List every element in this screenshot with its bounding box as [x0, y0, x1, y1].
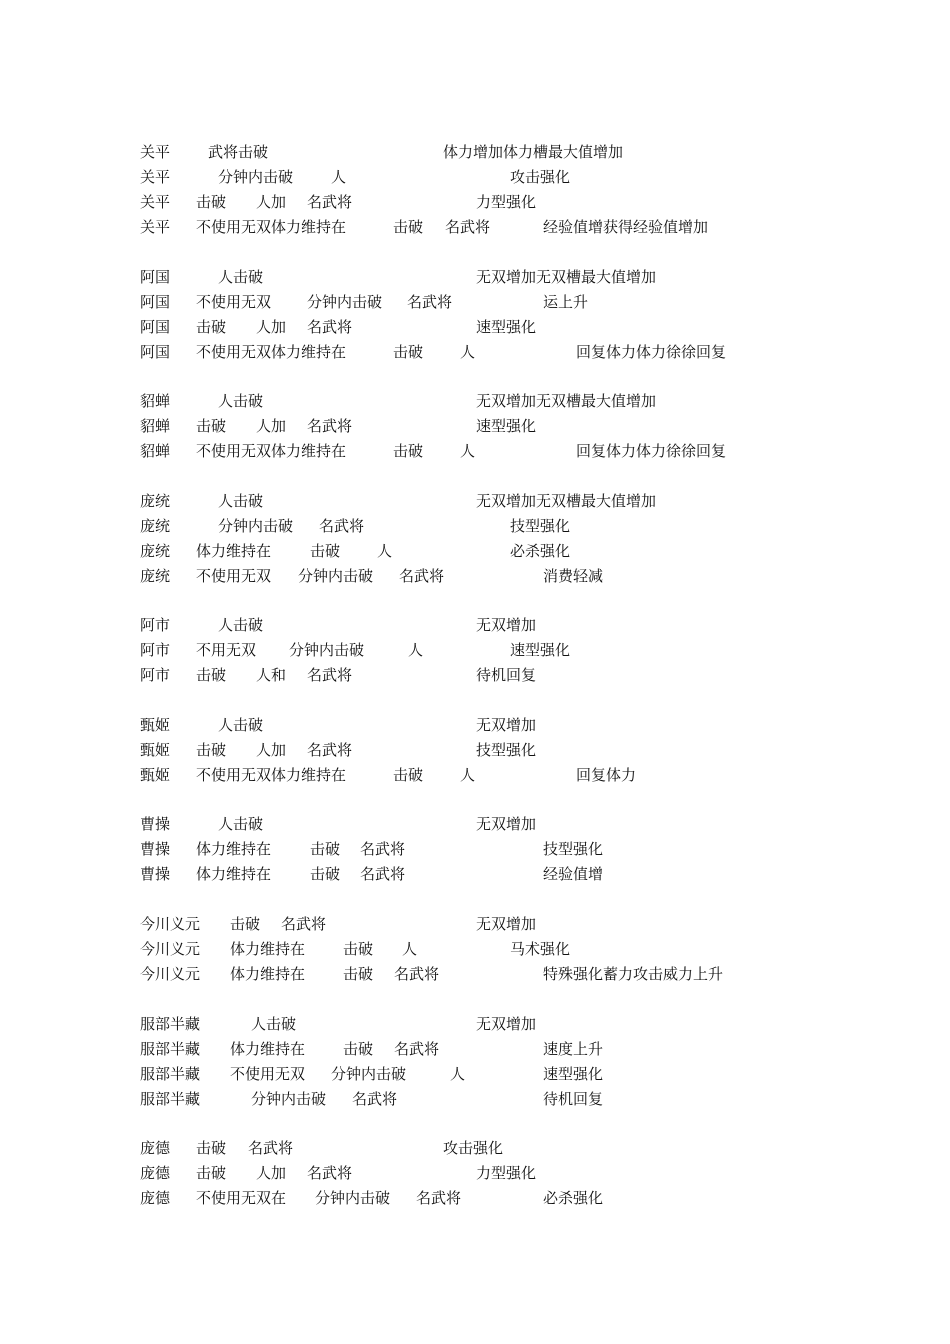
condition-text: 人	[331, 167, 347, 186]
character-name: 今川义元	[140, 915, 201, 933]
effect-text: 速型强化	[476, 416, 537, 435]
entry-row	[0, 1187, 950, 1209]
character-name: 庞德	[140, 1139, 171, 1157]
condition-text: 分钟内击破	[218, 516, 294, 535]
character-name: 甄姬	[140, 716, 171, 734]
entry-row	[0, 266, 950, 288]
character-name: 貂蝉	[140, 392, 171, 410]
condition-text: 击破	[343, 964, 374, 983]
effect-text: 经验值增获得经验值增加	[543, 217, 709, 236]
condition-text: 击破	[393, 217, 424, 236]
entry-row	[0, 316, 950, 338]
effect-text: 回复体力	[576, 765, 637, 784]
condition-text: 击破	[393, 441, 424, 460]
entry-row	[0, 390, 950, 412]
condition-text: 人加	[256, 740, 287, 759]
condition-text: 击破	[393, 342, 424, 361]
condition-text: 名武将	[394, 1039, 440, 1058]
character-name: 阿市	[140, 616, 171, 634]
entry-row	[0, 166, 950, 188]
condition-text: 击破	[196, 740, 227, 759]
character-name: 庞德	[140, 1163, 171, 1182]
condition-text: 击破	[196, 1163, 227, 1182]
condition-text: 分钟内击破	[218, 167, 294, 186]
entry-row	[0, 440, 950, 462]
entry-row	[0, 913, 950, 935]
entry-row	[0, 490, 950, 512]
effect-text: 回复体力体力徐徐回复	[576, 342, 727, 361]
condition-text: 击破	[196, 317, 227, 336]
entry-row	[0, 614, 950, 636]
character-name: 服部半藏	[140, 1064, 201, 1083]
condition-text: 不使用无双在	[196, 1188, 287, 1207]
condition-text: 不用无双	[196, 640, 257, 659]
condition-text: 击破	[196, 665, 227, 684]
condition-text: 分钟内击破	[289, 640, 365, 659]
condition-text: 击破	[310, 541, 341, 560]
entry-row	[0, 714, 950, 736]
character-name: 庞统	[140, 541, 171, 560]
condition-text: 击破	[393, 765, 424, 784]
effect-text: 经验值增	[543, 864, 604, 883]
condition-text: 名武将	[307, 1163, 353, 1182]
character-name: 阿市	[140, 665, 171, 684]
condition-text: 体力维持在	[230, 1039, 306, 1058]
condition-text: 人击破	[218, 392, 264, 410]
entry-row	[0, 1137, 950, 1159]
condition-text: 名武将	[407, 292, 453, 311]
condition-text: 人	[460, 342, 476, 361]
condition-text: 名武将	[399, 566, 445, 585]
character-name: 甄姬	[140, 740, 171, 759]
effect-text: 攻击强化	[510, 167, 571, 186]
character-name: 甄姬	[140, 765, 171, 784]
effect-text: 回复体力体力徐徐回复	[576, 441, 727, 460]
entry-row	[0, 415, 950, 437]
character-name: 关平	[140, 192, 171, 211]
effect-text: 无双增加	[476, 815, 537, 833]
condition-text: 击破	[310, 864, 341, 883]
condition-text: 不使用无双体力维持在	[196, 765, 347, 784]
condition-text: 体力维持在	[196, 839, 272, 858]
effect-text: 攻击强化	[443, 1139, 504, 1157]
condition-text: 不使用无双	[196, 292, 272, 311]
entry-row	[0, 1063, 950, 1085]
effect-text: 技型强化	[510, 516, 571, 535]
condition-text: 名武将	[394, 964, 440, 983]
condition-text: 名武将	[307, 665, 353, 684]
condition-text: 武将击破	[208, 143, 269, 161]
effect-text: 必杀强化	[510, 541, 571, 560]
condition-text: 人击破	[218, 815, 264, 833]
entry-row	[0, 191, 950, 213]
condition-text: 名武将	[307, 192, 353, 211]
character-name: 关平	[140, 217, 171, 236]
condition-text: 人和	[256, 665, 287, 684]
effect-text: 无双增加	[476, 716, 537, 734]
effect-text: 速型强化	[543, 1064, 604, 1083]
effect-text: 待机回复	[476, 665, 537, 684]
entry-row	[0, 216, 950, 238]
condition-text: 不使用无双体力维持在	[196, 342, 347, 361]
effect-text: 特殊强化蓄力攻击威力上升	[543, 964, 724, 983]
entry-row	[0, 1088, 950, 1110]
condition-text: 人加	[256, 317, 287, 336]
effect-text: 必杀强化	[543, 1188, 604, 1207]
condition-text: 击破	[310, 839, 341, 858]
entry-row	[0, 938, 950, 960]
entry-row	[0, 639, 950, 661]
condition-text: 人击破	[218, 616, 264, 634]
effect-text: 待机回复	[543, 1089, 604, 1108]
condition-text: 名武将	[360, 839, 406, 858]
entry-row	[0, 764, 950, 786]
entry-row	[0, 838, 950, 860]
condition-text: 人	[460, 765, 476, 784]
condition-text: 名武将	[307, 416, 353, 435]
character-name: 阿国	[140, 292, 171, 311]
condition-text: 名武将	[445, 217, 491, 236]
condition-text: 人击破	[218, 716, 264, 734]
effect-text: 无双增加无双槽最大值增加	[476, 268, 657, 286]
character-name: 阿国	[140, 268, 171, 286]
condition-text: 名武将	[248, 1139, 294, 1157]
condition-text: 分钟内击破	[307, 292, 383, 311]
condition-text: 名武将	[319, 516, 365, 535]
condition-text: 击破	[196, 192, 227, 211]
effect-text: 消费轻减	[543, 566, 604, 585]
entry-row	[0, 565, 950, 587]
condition-text: 击破	[196, 416, 227, 435]
condition-text: 分钟内击破	[298, 566, 374, 585]
condition-text: 人击破	[251, 1015, 297, 1033]
condition-text: 不使用无双	[196, 566, 272, 585]
condition-text: 名武将	[281, 915, 327, 933]
condition-text: 人	[408, 640, 424, 659]
effect-text: 速型强化	[510, 640, 571, 659]
character-name: 曹操	[140, 864, 171, 883]
condition-text: 人	[402, 939, 418, 958]
entry-row	[0, 813, 950, 835]
entry-row	[0, 291, 950, 313]
entry-row	[0, 863, 950, 885]
effect-text: 无双增加无双槽最大值增加	[476, 392, 657, 410]
effect-text: 技型强化	[543, 839, 604, 858]
condition-text: 名武将	[307, 740, 353, 759]
character-name: 貂蝉	[140, 416, 171, 435]
entry-row	[0, 141, 950, 163]
condition-text: 名武将	[352, 1089, 398, 1108]
effect-text: 无双增加	[476, 915, 537, 933]
effect-text: 力型强化	[476, 1163, 537, 1182]
condition-text: 人	[460, 441, 476, 460]
condition-text: 击破	[343, 939, 374, 958]
character-name: 服部半藏	[140, 1015, 201, 1033]
condition-text: 人	[377, 541, 393, 560]
effect-text: 力型强化	[476, 192, 537, 211]
entry-row	[0, 1038, 950, 1060]
character-name: 曹操	[140, 839, 171, 858]
condition-text: 人加	[256, 416, 287, 435]
condition-text: 名武将	[360, 864, 406, 883]
condition-text: 体力维持在	[230, 939, 306, 958]
character-name: 关平	[140, 167, 171, 186]
entry-row	[0, 1013, 950, 1035]
condition-text: 分钟内击破	[251, 1089, 327, 1108]
effect-text: 无双增加	[476, 616, 537, 634]
entry-row	[0, 739, 950, 761]
effect-text: 无双增加	[476, 1015, 537, 1033]
entry-row	[0, 963, 950, 985]
condition-text: 不使用无双体力维持在	[196, 441, 347, 460]
entry-row	[0, 1162, 950, 1184]
condition-text: 不使用无双体力维持在	[196, 217, 347, 236]
character-name: 庞统	[140, 516, 171, 535]
condition-text: 名武将	[307, 317, 353, 336]
condition-text: 分钟内击破	[331, 1064, 407, 1083]
character-name: 关平	[140, 143, 171, 161]
effect-text: 无双增加无双槽最大值增加	[476, 492, 657, 510]
character-name: 阿市	[140, 640, 171, 659]
effect-text: 速度上升	[543, 1039, 604, 1058]
effect-text: 速型强化	[476, 317, 537, 336]
character-name: 庞统	[140, 566, 171, 585]
condition-text: 击破	[230, 915, 261, 933]
effect-text: 体力增加体力槽最大值增加	[443, 143, 624, 161]
condition-text: 人击破	[218, 268, 264, 286]
condition-text: 体力维持在	[196, 864, 272, 883]
condition-text: 不使用无双	[230, 1064, 306, 1083]
character-name: 阿国	[140, 342, 171, 361]
character-name: 今川义元	[140, 939, 201, 958]
character-name: 服部半藏	[140, 1039, 201, 1058]
character-name: 服部半藏	[140, 1089, 201, 1108]
effect-text: 马术强化	[510, 939, 571, 958]
entry-row	[0, 540, 950, 562]
character-name: 貂蝉	[140, 441, 171, 460]
condition-text: 人加	[256, 192, 287, 211]
character-name: 阿国	[140, 317, 171, 336]
condition-text: 人	[450, 1064, 466, 1083]
character-name: 今川义元	[140, 964, 201, 983]
entry-row	[0, 341, 950, 363]
condition-text: 体力维持在	[196, 541, 272, 560]
effect-text: 运上升	[543, 292, 589, 311]
character-name: 庞德	[140, 1188, 171, 1207]
entry-row	[0, 664, 950, 686]
condition-text: 击破	[196, 1139, 227, 1157]
condition-text: 击破	[343, 1039, 374, 1058]
condition-text: 人加	[256, 1163, 287, 1182]
entry-row	[0, 515, 950, 537]
condition-text: 名武将	[416, 1188, 462, 1207]
effect-text: 技型强化	[476, 740, 537, 759]
condition-text: 人击破	[218, 492, 264, 510]
condition-text: 分钟内击破	[315, 1188, 391, 1207]
character-name: 庞统	[140, 492, 171, 510]
condition-text: 体力维持在	[230, 964, 306, 983]
character-name: 曹操	[140, 815, 171, 833]
